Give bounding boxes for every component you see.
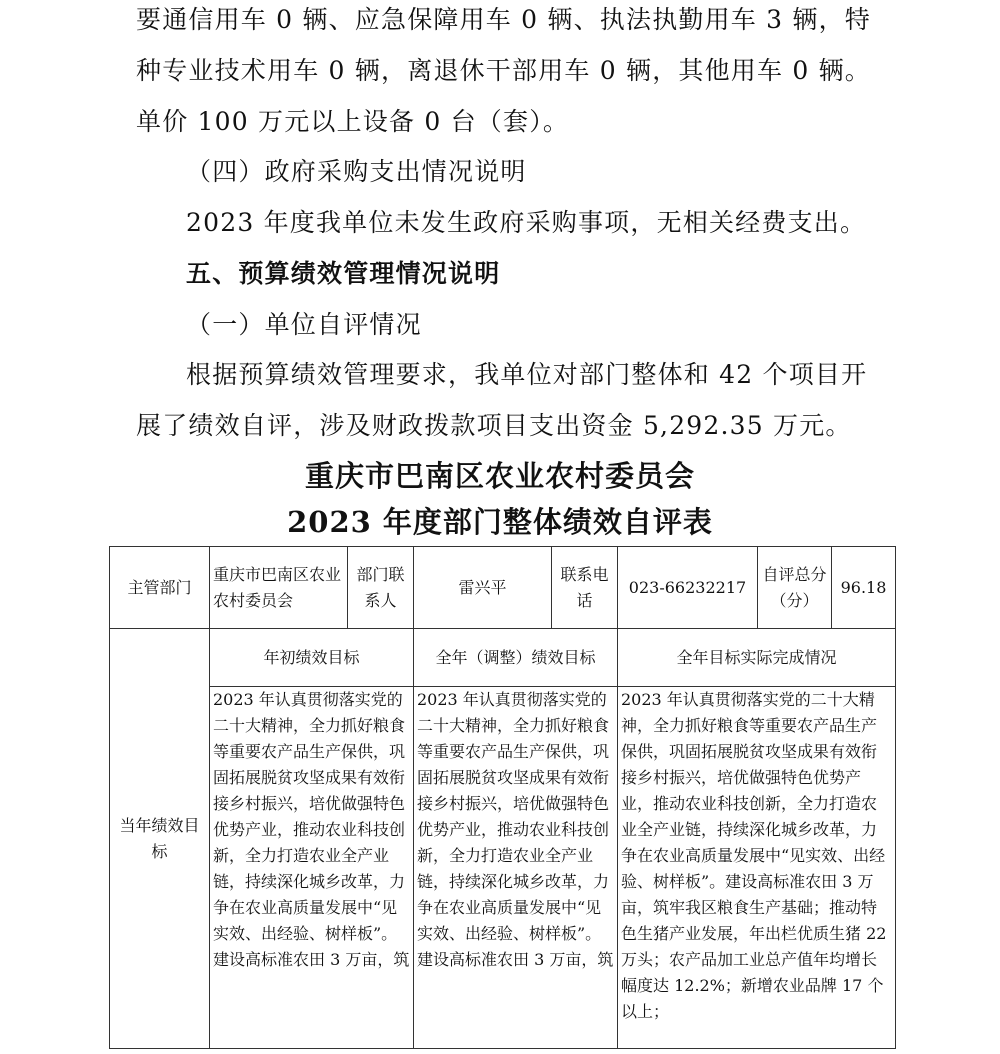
- paragraph-line: 单价 100 万元以上设备 0 台（套）。: [136, 107, 570, 136]
- chapter-heading: 五、预算绩效管理情况说明: [186, 259, 501, 288]
- actual-result-text-cell: [618, 687, 896, 1049]
- col-header-actual: 全年目标实际完成情况: [618, 629, 896, 687]
- section-heading: （四）政府采购支出情况说明: [186, 157, 527, 186]
- score-label-cell: 自评总分（分）: [758, 547, 832, 629]
- paragraph-line: 展了绩效自评，涉及财政拨款项目支出资金 5,292.35 万元。: [136, 411, 852, 440]
- paragraph-line: 要通信用车 0 辆、应急保障用车 0 辆、执法执勤用车 3 辆，特: [136, 5, 872, 34]
- adjusted-goal-text-cell: [414, 687, 618, 1049]
- goal-label-cell: 当年绩效目标: [110, 629, 210, 1049]
- adjusted-goal-text: 2023 年认真贯彻落实党的二十大精神，全力抓好粮食等重要农产品生产保供，巩固拓展脱贫攻坚成果有效衔接乡村振兴，培优做强特色优势产业，推动农业科技创新，全力打造农业全产业链，持续深化城乡改革，力争在农业高质量发展中“见实效、出经验、树样板”。建设高标准农田 3 万亩，筑: [417, 690, 614, 969]
- contact-value-cell: 雷兴平: [414, 547, 552, 629]
- table-title-line1: 重庆市巴南区农业农村委员会: [304, 459, 695, 493]
- contact-label-cell: 部门联系人: [348, 547, 414, 629]
- initial-goal-text: 2023 年认真贯彻落实党的二十大精神，全力抓好粮食等重要农产品生产保供，巩固拓展脱贫攻坚成果有效衔接乡村振兴，培优做强特色优势产业，推动农业科技创新，全力打造农业全产业链，持续深化城乡改革，力争在农业高质量发展中“见实效、出经验、树样板”。建设高标准农田 3 万亩，筑: [213, 690, 410, 969]
- phone-label-cell: 联系电话: [552, 547, 618, 629]
- dept-value-cell: 重庆市巴南区农业农村委员会: [210, 547, 348, 629]
- col-header-initial: 年初绩效目标: [210, 629, 414, 687]
- score-value-cell: 96.18: [832, 547, 896, 629]
- table-row: [110, 629, 896, 687]
- paragraph-line: 种专业技术用车 0 辆，离退休干部用车 0 辆，其他用车 0 辆。: [136, 56, 871, 85]
- paragraph-line: 2023 年度我单位未发生政府采购事项，无相关经费支出。: [186, 208, 867, 237]
- col-header-adjusted: 全年（调整）绩效目标: [414, 629, 618, 687]
- performance-evaluation-table: [109, 546, 896, 1049]
- section-heading: （一）单位自评情况: [186, 310, 422, 339]
- actual-result-text: 2023 年认真贯彻落实党的二十大精神，全力抓好粮食等重要农产品生产保供，巩固拓展脱贫攻坚成果有效衔接乡村振兴，培优做强特色优势产业，推动农业科技创新，全力打造农业全产业链，持续深化城乡改革，力争在农业高质量发展中“见实效、出经验、树样板”。建设高标准农田 3 万亩，筑牢我区粮食生产基础；推动特色生猪产业发展，年出栏优质生猪 22 万头；农产品加工业总产值年均增长幅度达 12.2%；新增农业品牌 17 个以上；: [621, 690, 887, 1021]
- table-title-line2: 2023 年度部门整体绩效自评表: [287, 505, 713, 539]
- phone-value-cell: 023-66232217: [618, 547, 758, 629]
- dept-label-cell: 主管部门: [110, 547, 210, 629]
- table-row: [110, 687, 896, 1049]
- paragraph-line: 根据预算绩效管理要求，我单位对部门整体和 42 个项目开: [186, 360, 868, 389]
- initial-goal-text-cell: [210, 687, 414, 1049]
- table-row: [110, 547, 896, 629]
